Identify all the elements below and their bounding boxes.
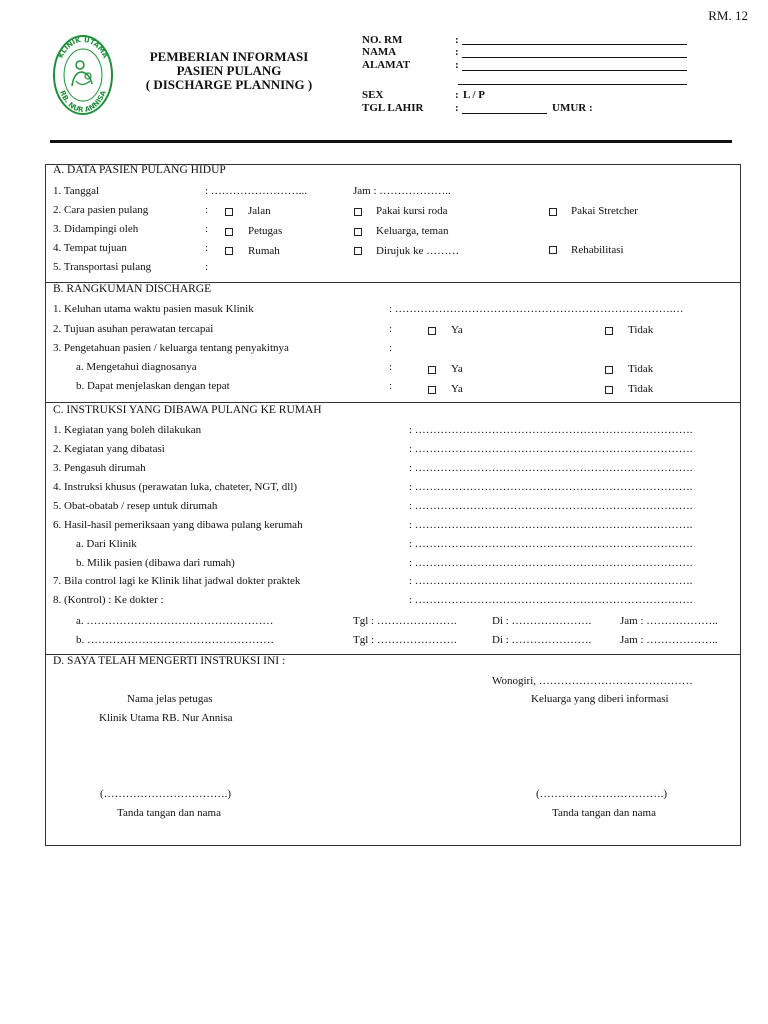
- title-line-2: PASIEN PULANG: [176, 63, 282, 78]
- keluarga-label: Keluarga, teman: [376, 225, 449, 237]
- tgl-lahir-colon: :: [455, 102, 459, 114]
- tanggal-label: 1. Tanggal: [53, 185, 100, 197]
- c-item-7: 7. Bila control lagi ke Klinik lihat jadwal dokter praktek: [53, 575, 301, 587]
- c-field-6a[interactable]: : ………………………………………………………………….: [409, 538, 693, 550]
- pengetahuan-label: 3. Pengetahuan pasien / keluarga tentang penyakitnya: [53, 342, 289, 354]
- petugas-label: Petugas: [248, 225, 283, 237]
- officer-signature-caption: Tanda tangan dan nama: [117, 807, 221, 819]
- svg-text:RB. NUR ANNISA: [58, 89, 108, 114]
- section-a-title: A. DATA PASIEN PULANG HIDUP: [53, 164, 226, 176]
- transportasi-label: 5. Transportasi pulang: [53, 261, 152, 273]
- stretcher-checkbox[interactable]: [549, 208, 557, 216]
- svg-text:KLINIK UTAMA: [57, 36, 110, 60]
- mengetahui-tidak-checkbox[interactable]: [605, 366, 613, 374]
- rehabilitasi-checkbox[interactable]: [549, 246, 557, 254]
- tanggal-field[interactable]: : ……………………...: [205, 185, 308, 197]
- tujuan-ya-checkbox[interactable]: [428, 327, 436, 335]
- kontrol-a-tgl[interactable]: Tgl : ………………….: [353, 615, 457, 627]
- jam-field[interactable]: Jam : ………………..: [353, 185, 451, 197]
- mengetahui-label: a. Mengetahui diagnosanya: [76, 361, 197, 373]
- c-item-1: 1. Kegiatan yang boleh dilakukan: [53, 424, 202, 436]
- jalan-checkbox[interactable]: [225, 208, 233, 216]
- tujuan-tidak-checkbox[interactable]: [605, 327, 613, 335]
- ya-label: Ya: [451, 363, 463, 375]
- nama-label: NAMA: [362, 46, 397, 58]
- tidak-label: Tidak: [628, 383, 654, 395]
- form-title: [118, 50, 340, 92]
- c-field-2[interactable]: : ………………………………………………………………….: [409, 443, 693, 455]
- colon: :: [205, 242, 209, 254]
- rumah-label: Rumah: [248, 245, 280, 257]
- c-item-2: 2. Kegiatan yang dibatasi: [53, 443, 165, 455]
- officer-label: Nama jelas petugas: [127, 693, 213, 705]
- c-item-4: 4. Instruksi khusus (perawatan luka, chateter, NGT, dll): [53, 481, 298, 493]
- sex-value: L / P: [463, 89, 486, 101]
- tujuan-label: 2. Tujuan asuhan perawatan tercapai: [53, 323, 214, 335]
- officer-signature-field[interactable]: (…………………………….): [100, 788, 232, 800]
- logo-top-text: KLINIK UTAMA: [56, 35, 110, 60]
- alamat-label: ALAMAT: [362, 59, 411, 71]
- tidak-label: Tidak: [628, 363, 654, 375]
- c-field-5[interactable]: : ………………………………………………………………….: [409, 500, 693, 512]
- umur-label: UMUR :: [552, 102, 593, 114]
- alamat-field[interactable]: [462, 70, 687, 71]
- place-date-field[interactable]: Wonogiri, ……………………………………: [492, 675, 693, 687]
- section-c-title: C. INSTRUKSI YANG DIBAWA PULANG KE RUMAH: [53, 404, 322, 416]
- kontrol-b-field[interactable]: b. ……………………………………………: [76, 634, 274, 646]
- menjelaskan-ya-checkbox[interactable]: [428, 386, 436, 394]
- no-rm-colon: :: [455, 34, 459, 46]
- c-field-4[interactable]: : ………………………………………………………………….: [409, 481, 693, 493]
- alamat-field-2[interactable]: [458, 84, 687, 85]
- tempat-tujuan-label: 4. Tempat tujuan: [53, 242, 127, 254]
- c-item-6b: b. Milik pasien (dibawa dari rumah): [76, 557, 235, 569]
- kursi-roda-checkbox[interactable]: [354, 208, 362, 216]
- c-field-6b[interactable]: : ………………………………………………………………….: [409, 557, 693, 569]
- colon: :: [205, 204, 209, 216]
- kontrol-b-jam[interactable]: Jam : ………………..: [620, 634, 718, 646]
- c-item-3: 3. Pengasuh dirumah: [53, 462, 146, 474]
- colon: :: [389, 361, 393, 373]
- sex-label: SEX: [362, 89, 384, 101]
- colon: :: [205, 261, 209, 273]
- c-field-1[interactable]: : ………………………………………………………………….: [409, 424, 693, 436]
- kontrol-a-field[interactable]: a. ……………………………………………: [76, 615, 274, 627]
- colon: :: [389, 380, 393, 392]
- keluhan-field[interactable]: : ………………………………………………………………….…: [389, 303, 684, 315]
- kontrol-b-di[interactable]: Di : ………………….: [492, 634, 592, 646]
- didampingi-label: 3. Didampingi oleh: [53, 223, 139, 235]
- dirujuk-label: Dirujuk ke ………: [376, 245, 460, 257]
- section-d-title: D. SAYA TELAH MENGERTI INSTRUKSI INI :: [53, 655, 286, 667]
- tidak-label: Tidak: [628, 324, 654, 336]
- petugas-checkbox[interactable]: [225, 228, 233, 236]
- keluhan-label: 1. Keluhan utama waktu pasien masuk Klinik: [53, 303, 254, 315]
- colon: :: [205, 223, 209, 235]
- no-rm-field[interactable]: [462, 44, 687, 45]
- nama-field[interactable]: [462, 57, 687, 58]
- no-rm-label: NO. RM: [362, 34, 403, 46]
- rehabilitasi-label: Rehabilitasi: [571, 244, 624, 256]
- tgl-lahir-field[interactable]: [462, 113, 547, 114]
- logo-bottom-text: RB. NUR ANNISA: [58, 89, 108, 115]
- kontrol-a-jam[interactable]: Jam : ………………..: [620, 615, 718, 627]
- c-item-5: 5. Obat-obatab / resep untuk dirumah: [53, 500, 218, 512]
- kursi-roda-label: Pakai kursi roda: [376, 205, 448, 217]
- divider-c: [45, 402, 741, 403]
- c-field-8[interactable]: : ………………………………………………………………….: [409, 594, 693, 606]
- tgl-lahir-label: TGL LAHIR: [362, 102, 424, 114]
- c-field-7[interactable]: : ………………………………………………………………….: [409, 575, 693, 587]
- section-b-title: B. RANGKUMAN DISCHARGE: [53, 283, 212, 295]
- colon: :: [389, 342, 393, 354]
- kontrol-b-tgl[interactable]: Tgl : ………………….: [353, 634, 457, 646]
- menjelaskan-label: b. Dapat menjelaskan dengan tepat: [76, 380, 230, 392]
- kontrol-a-di[interactable]: Di : ………………….: [492, 615, 592, 627]
- title-line-1: PEMBERIAN INFORMASI: [149, 49, 309, 64]
- c-item-8: 8. (Kontrol) : Ke dokter :: [53, 594, 164, 606]
- mengetahui-ya-checkbox[interactable]: [428, 366, 436, 374]
- alamat-colon: :: [455, 59, 459, 71]
- c-field-3[interactable]: : ………………………………………………………………….: [409, 462, 693, 474]
- family-label: Keluarga yang diberi informasi: [531, 693, 669, 705]
- header-divider: [50, 140, 732, 143]
- family-signature-field[interactable]: (…………………………….): [536, 788, 668, 800]
- c-item-6: 6. Hasil-hasil pemeriksaan yang dibawa pulang kerumah: [53, 519, 303, 531]
- colon: :: [389, 323, 393, 335]
- document-code: RM. 12: [708, 8, 748, 23]
- c-item-6a: a. Dari Klinik: [76, 538, 137, 550]
- dirujuk-checkbox[interactable]: [354, 247, 362, 255]
- rumah-checkbox[interactable]: [225, 247, 233, 255]
- title-line-3: ( DISCHARGE PLANNING ): [145, 77, 313, 92]
- nama-colon: :: [455, 46, 459, 58]
- sex-colon: :: [455, 89, 459, 101]
- ya-label: Ya: [451, 324, 463, 336]
- c-field-6[interactable]: : ………………………………………………………………….: [409, 519, 693, 531]
- stretcher-label: Pakai Stretcher: [571, 205, 638, 217]
- family-signature-caption: Tanda tangan dan nama: [552, 807, 656, 819]
- menjelaskan-tidak-checkbox[interactable]: [605, 386, 613, 394]
- ya-label: Ya: [451, 383, 463, 395]
- clinic-name: Klinik Utama RB. Nur Annisa: [99, 712, 233, 724]
- keluarga-checkbox[interactable]: [354, 228, 362, 236]
- cara-pulang-label: 2. Cara pasien pulang: [53, 204, 149, 216]
- jalan-label: Jalan: [248, 205, 271, 217]
- clinic-logo: [52, 34, 114, 116]
